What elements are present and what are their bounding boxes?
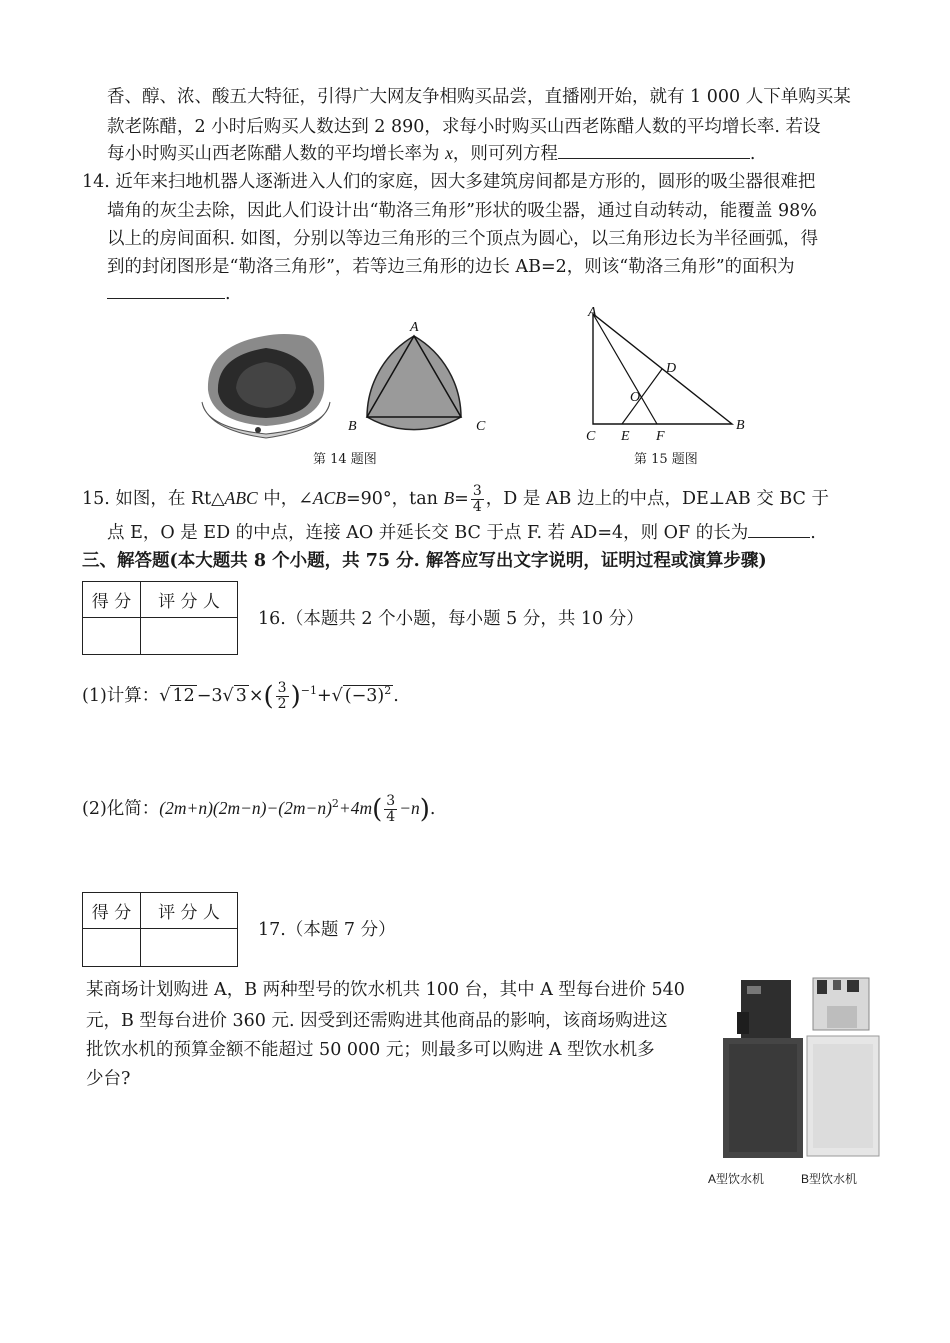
fig15-label-o: O	[630, 390, 641, 405]
q16-p1-exp: −1	[300, 684, 317, 697]
q15-frac-num: 3	[472, 483, 482, 499]
q16-header: 16.（本题共 2 个小题，每小题 5 分，共 10 分）	[258, 609, 644, 629]
q15-eq: =	[454, 489, 469, 509]
fig14-label-c: C	[476, 419, 486, 434]
fig14-caption: 第 14 题图	[313, 452, 377, 467]
q14-line1: 14. 近年来扫地机器人逐渐进入人们的家庭，因大多建筑房间都是方形的，圆形的吸尘器很难把	[82, 172, 816, 192]
q15-abc: ABC	[224, 488, 258, 508]
q16-p2-end: .	[429, 798, 436, 819]
q14-line5	[107, 280, 231, 307]
reuleaux-triangle	[367, 336, 461, 430]
q15-text-1: 15. 如图，在 Rt△	[82, 489, 225, 509]
q13-line3	[107, 140, 755, 167]
score-header: 得 分	[83, 582, 141, 618]
score-cell[interactable]	[83, 618, 141, 655]
q15-fraction	[471, 484, 484, 515]
q16-p1-plus: +	[316, 685, 332, 706]
q16-p2-expr: (2m+n)(2m−n)−(2m−n)	[159, 797, 332, 818]
score-cell[interactable]	[83, 929, 141, 967]
q16-p2-sq: 2	[331, 797, 339, 810]
q16-p1-r3: (−3)	[344, 685, 385, 706]
q16-p1-num: 3	[277, 679, 287, 696]
water-dispensers-photo	[715, 972, 885, 1168]
q16-part1: (1)计算：√ 12 −3√ 3 ×( $\frac{3}{2}$ )$^{-1}$+√ $(-3)^2$ .	[82, 679, 399, 712]
grader-header: 评 分 人	[141, 582, 238, 618]
q16-p2-minus: −n	[399, 797, 420, 818]
q15-answer-blank[interactable]	[748, 519, 810, 538]
fig15-label-e: E	[621, 429, 630, 444]
q14-line4: 到的封闭图形是“勒洛三角形”，若等边三角形的边长 AB=2，则该“勒洛三角形”的面积为	[107, 257, 795, 277]
q16-p2-den: 4	[386, 808, 396, 825]
robot-vacuum-photo	[202, 334, 330, 438]
q16-p2-label: (2)化简：	[82, 798, 160, 819]
figure-15	[580, 302, 760, 447]
q16-p1-mid: −3	[196, 685, 223, 706]
q15-line2	[107, 519, 816, 546]
fig15-label-c: C	[586, 429, 596, 444]
q17-header: 17.（本题 7 分）	[258, 920, 396, 940]
score-header: 得 分	[83, 893, 141, 929]
figure-14	[196, 318, 496, 448]
q15-line2-end: .	[810, 523, 816, 543]
dispenser-b-caption: B型饮水机	[801, 1172, 858, 1186]
q16-p1-times: ×	[248, 685, 264, 706]
q13-line3-end: .	[749, 144, 756, 164]
q14-line5-end: .	[225, 284, 231, 304]
grader-cell[interactable]	[141, 929, 238, 967]
fig15-label-d: D	[666, 361, 677, 376]
q15-frac-den: 4	[472, 499, 482, 515]
q17-line3: 批饮水机的预算金额不能超过 50 000 元；则最多可以购进 A 型饮水机多	[86, 1040, 655, 1060]
fig15-label-a: A	[588, 305, 597, 320]
q15-text-2: 中，∠	[257, 489, 313, 509]
dispenser-b	[807, 978, 879, 1156]
fig15-caption: 第 15 题图	[634, 452, 698, 467]
q13-line3-text-b: ，则可列方程	[452, 144, 558, 164]
q14-line3: 以上的房间面积. 如图，分别以等边三角形的三个顶点为圆心，以三角形边长为半径画弧，得	[107, 229, 819, 249]
fig14-label-a: A	[410, 320, 419, 335]
q16-p1-end: .	[393, 685, 399, 706]
q17-score-table	[82, 892, 238, 967]
fig15-label-b: B	[736, 418, 745, 433]
q13-variable-x: x	[445, 143, 453, 163]
q13-line3-text-a: 每小时购买山西老陈醋人数的平均增长率为	[107, 144, 446, 164]
dispenser-a	[723, 980, 803, 1158]
q13-line2: 款老陈醋，2 小时后购买人数达到 2 890，求每小时购买山西老陈醋人数的平均增长率. 若设	[107, 117, 821, 137]
grader-cell[interactable]	[141, 618, 238, 655]
section3-title: 三、解答题(本大题共 8 个小题，共 75 分. 解答应写出文字说明，证明过程或演算步骤)	[82, 551, 767, 571]
q17-line1: 某商场计划购进 A，B 两种型号的饮水机共 100 台，其中 A 型每台进价 540	[86, 980, 685, 1000]
q16-p1-label: (1)计算：	[82, 685, 160, 706]
fig14-label-b: B	[348, 419, 357, 434]
fig15-label-f: F	[656, 429, 665, 444]
q16-p1-den: 2	[277, 695, 287, 712]
q17-line4: 少台?	[86, 1069, 131, 1089]
q15-text-rest: D 是 AB 边上的中点，DE⊥AB 交 BC 于	[503, 489, 830, 509]
q15-line1	[82, 478, 829, 519]
q16-p1-radicand1: 12	[172, 685, 195, 706]
dispenser-a-caption: A型饮水机	[708, 1172, 765, 1186]
q16-score-table	[82, 581, 238, 655]
q16-part2: (2)化简：$(2m+n)(2m-n)-(2m-n)^2+4m$( $\frac{3}{4}$ −n).	[82, 792, 436, 825]
q13-line1: 香、醇、浓、酸五大特征，引得广大网友争相购买品尝，直播刚开始，就有 1 000 人下单购买某	[107, 87, 851, 107]
q15-b: B	[443, 488, 455, 508]
q15-line2-text: 点 E，O 是 ED 的中点，连接 AO 并延长交 BC 于点 F. 若 AD=4，则 OF 的长为	[107, 523, 749, 543]
q14-answer-blank[interactable]	[107, 280, 225, 299]
q16-p2-tail: +4m	[338, 797, 373, 818]
grader-header: 评 分 人	[141, 893, 238, 929]
q17-line2: 元，B 型每台进价 360 元. 因受到还需购进其他商品的影响，该商场购进这	[86, 1011, 668, 1031]
q15-text-3: =90°，tan	[345, 489, 444, 509]
q16-p1-radicand3	[343, 685, 393, 706]
q14-line2: 墙角的灰尘去除，因此人们设计出“勒洛三角形”形状的吸尘器，通过自动转动，能覆盖 98%	[107, 201, 817, 221]
q16-p1-fraction	[276, 681, 289, 712]
q16-p1-sq: 2	[384, 684, 392, 697]
q15-text-4: ，	[485, 489, 504, 509]
q16-p2-num: 3	[386, 792, 396, 809]
q15-acb: ACB	[312, 488, 346, 508]
q16-p1-radicand2: 3	[235, 685, 247, 706]
q13-answer-blank[interactable]	[558, 140, 750, 159]
q16-p2-fraction	[384, 794, 397, 825]
